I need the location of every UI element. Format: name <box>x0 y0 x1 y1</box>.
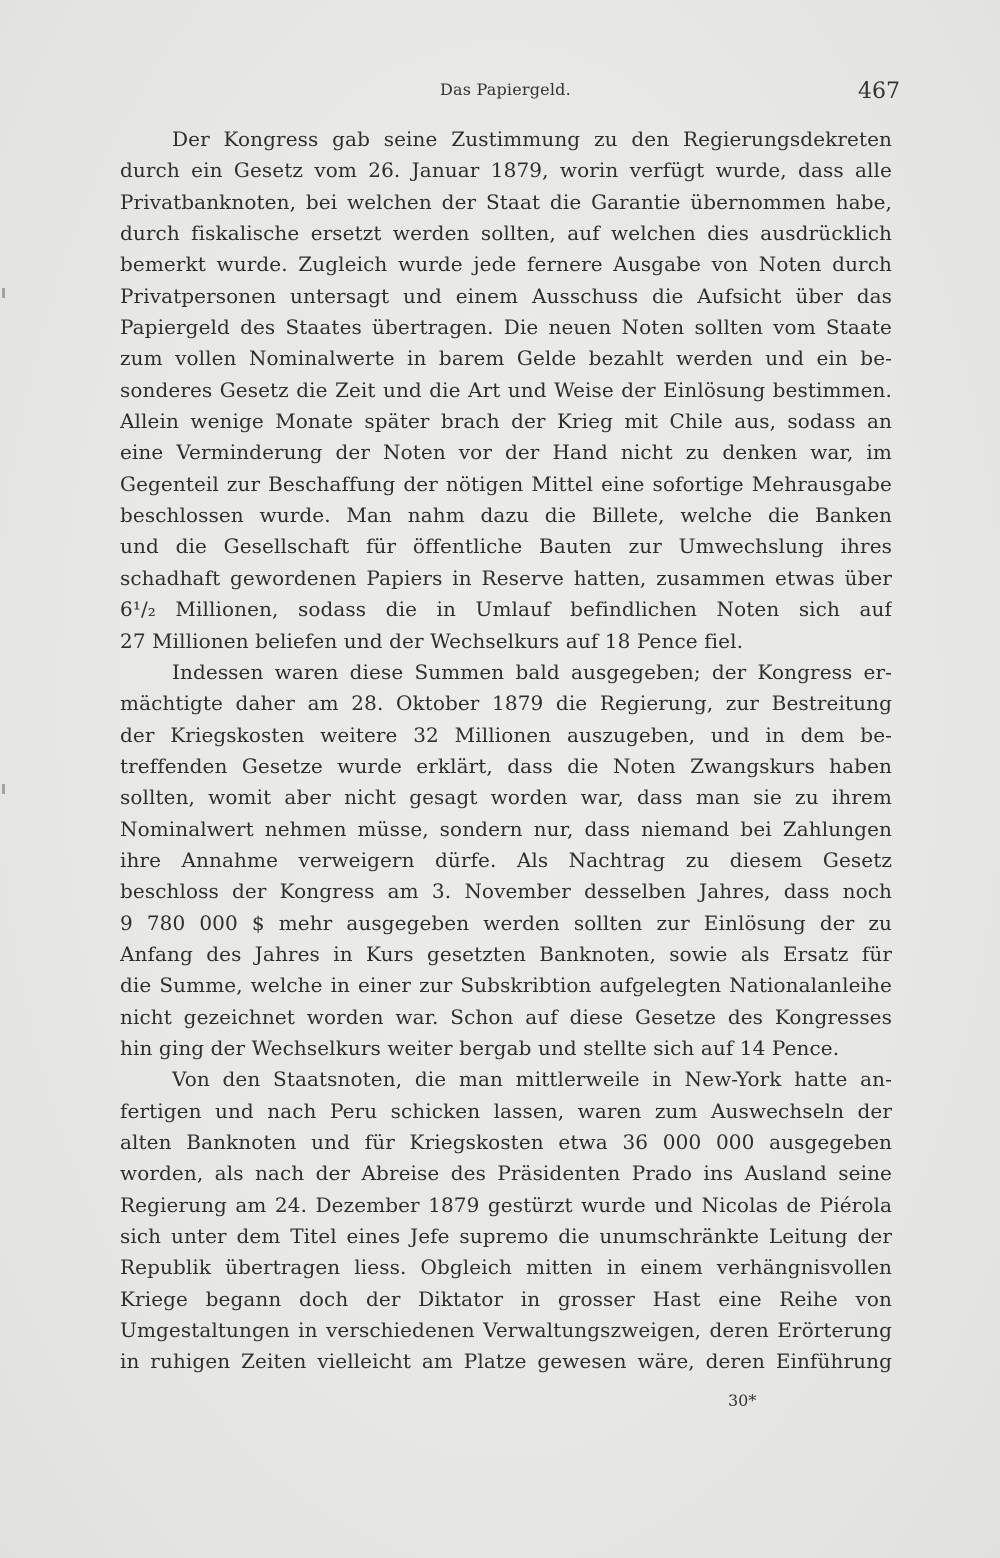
text-line: Indessen waren diese Summen bald ausgegeben; der Kongress er- <box>172 659 892 684</box>
text-line: Regierung am 24. Dezember 1879 gestürzt wurde und Nicolas de Piérola <box>120 1192 892 1217</box>
text-line: sich unter dem Titel eines Jefe supremo die unumschränkte Leitung der <box>120 1224 892 1249</box>
text-line: Kriege begann doch der Diktator in grosser Hast eine Reihe von <box>120 1286 892 1311</box>
text-line: alten Banknoten und für Kriegskosten etwa 36 000 000 ausgegeben <box>120 1130 892 1154</box>
scan-edge-mark <box>2 784 5 794</box>
text-line: durch fiskalische ersetzt werden sollten, auf welchen dies ausdrücklich <box>120 221 892 246</box>
running-head: Das Papiergeld. <box>440 80 571 99</box>
text-line: beschloss der Kongress am 3. November desselben Jahres, dass noch <box>120 879 892 904</box>
text-line: Umgestaltungen in verschiedenen Verwaltungszweigen, deren Erörterung <box>120 1318 892 1343</box>
text-line: Anfang des Jahres in Kurs gesetzten Banknoten, sowie als Ersatz für <box>120 941 892 966</box>
text-line: Privatpersonen untersagt und einem Ausschuss die Aufsicht über das <box>120 283 892 308</box>
signature-mark: 30* <box>728 1391 757 1410</box>
text-line: 9 780 000 $ mehr ausgegeben werden sollten zur Einlösung der zu <box>120 910 892 935</box>
text-line: Von den Staatsnoten, die man mittlerweile in New-York hatte an- <box>172 1067 892 1092</box>
text-line: Gegenteil zur Beschaffung der nötigen Mittel eine sofortige Mehrausgabe <box>120 471 892 496</box>
text-line: treffenden Gesetze wurde erklärt, dass die Noten Zwangskurs haben <box>120 753 892 778</box>
text-line: Republik übertragen liess. Obgleich mitten in einem verhängnisvollen <box>120 1255 892 1280</box>
text-line: beschlossen wurde. Man nahm dazu die Billete, welche die Banken <box>120 503 892 528</box>
text-line: eine Verminderung der Noten vor der Hand nicht zu denken war, im <box>120 440 892 465</box>
text-line: in ruhigen Zeiten vielleicht am Platze gewesen wäre, deren Einführung <box>120 1349 892 1374</box>
text-line: und die Gesellschaft für öffentliche Bauten zur Umwechslung ihres <box>120 534 892 559</box>
scan-edge-mark <box>2 288 5 298</box>
text-line: ihre Annahme verweigern dürfe. Als Nachtrag zu diesem Gesetz <box>120 847 892 872</box>
text-line: der Kriegskosten weitere 32 Millionen auszugeben, und in dem be- <box>120 722 892 747</box>
text-line: nicht gezeichnet worden war. Schon auf diese Gesetze des Kongresses <box>120 1004 892 1029</box>
text-line: bemerkt wurde. Zugleich wurde jede fernere Ausgabe von Noten durch <box>120 252 892 277</box>
text-line: die Summe, welche in einer zur Subskribtion aufgelegten Nationalanleihe <box>120 973 892 998</box>
text-line: Der Kongress gab seine Zustimmung zu den Regierungsdekreten <box>172 127 892 151</box>
text-line: Allein wenige Monate später brach der Krieg mit Chile aus, sodass an <box>120 409 892 434</box>
text-line: fertigen und nach Peru schicken lassen, waren zum Auswechseln der <box>120 1098 892 1123</box>
text-line: 27 Millionen beliefen und der Wechselkurs auf 18 Pence fiel. <box>120 628 744 653</box>
text-line: 6¹/₂ Millionen, sodass die in Umlauf befindlichen Noten sich auf <box>120 597 892 622</box>
page-number: 467 <box>858 79 900 104</box>
text-line: schadhaft gewordenen Papiers in Reserve hatten, zusammen etwas über <box>120 565 892 590</box>
text-line: Nominalwert nehmen müsse, sondern nur, dass niemand bei Zahlungen <box>120 816 892 841</box>
body-text <box>120 124 892 1378</box>
text-line: hin ging der Wechselkurs weiter bergab und stellte sich auf 14 Pence. <box>120 1035 840 1060</box>
text-line: worden, als nach der Abreise des Präsidenten Prado ins Ausland seine <box>120 1161 892 1186</box>
text-line: mächtigte daher am 28. Oktober 1879 die Regierung, zur Bestreitung <box>120 691 892 716</box>
text-line: Privatbanknoten, bei welchen der Staat die Garantie übernommen habe, <box>120 189 892 214</box>
text-line: zum vollen Nominalwerte in barem Gelde bezahlt werden und ein be- <box>120 346 892 371</box>
text-line: sonderes Gesetz die Zeit und die Art und Weise der Einlösung bestimmen. <box>120 377 892 402</box>
text-line: sollten, womit aber nicht gesagt worden war, dass man sie zu ihrem <box>120 785 892 810</box>
text-line: Papiergeld des Staates übertragen. Die neuen Noten sollten vom Staate <box>120 315 892 340</box>
text-line: durch ein Gesetz vom 26. Januar 1879, worin verfügt wurde, dass alle <box>120 158 892 183</box>
